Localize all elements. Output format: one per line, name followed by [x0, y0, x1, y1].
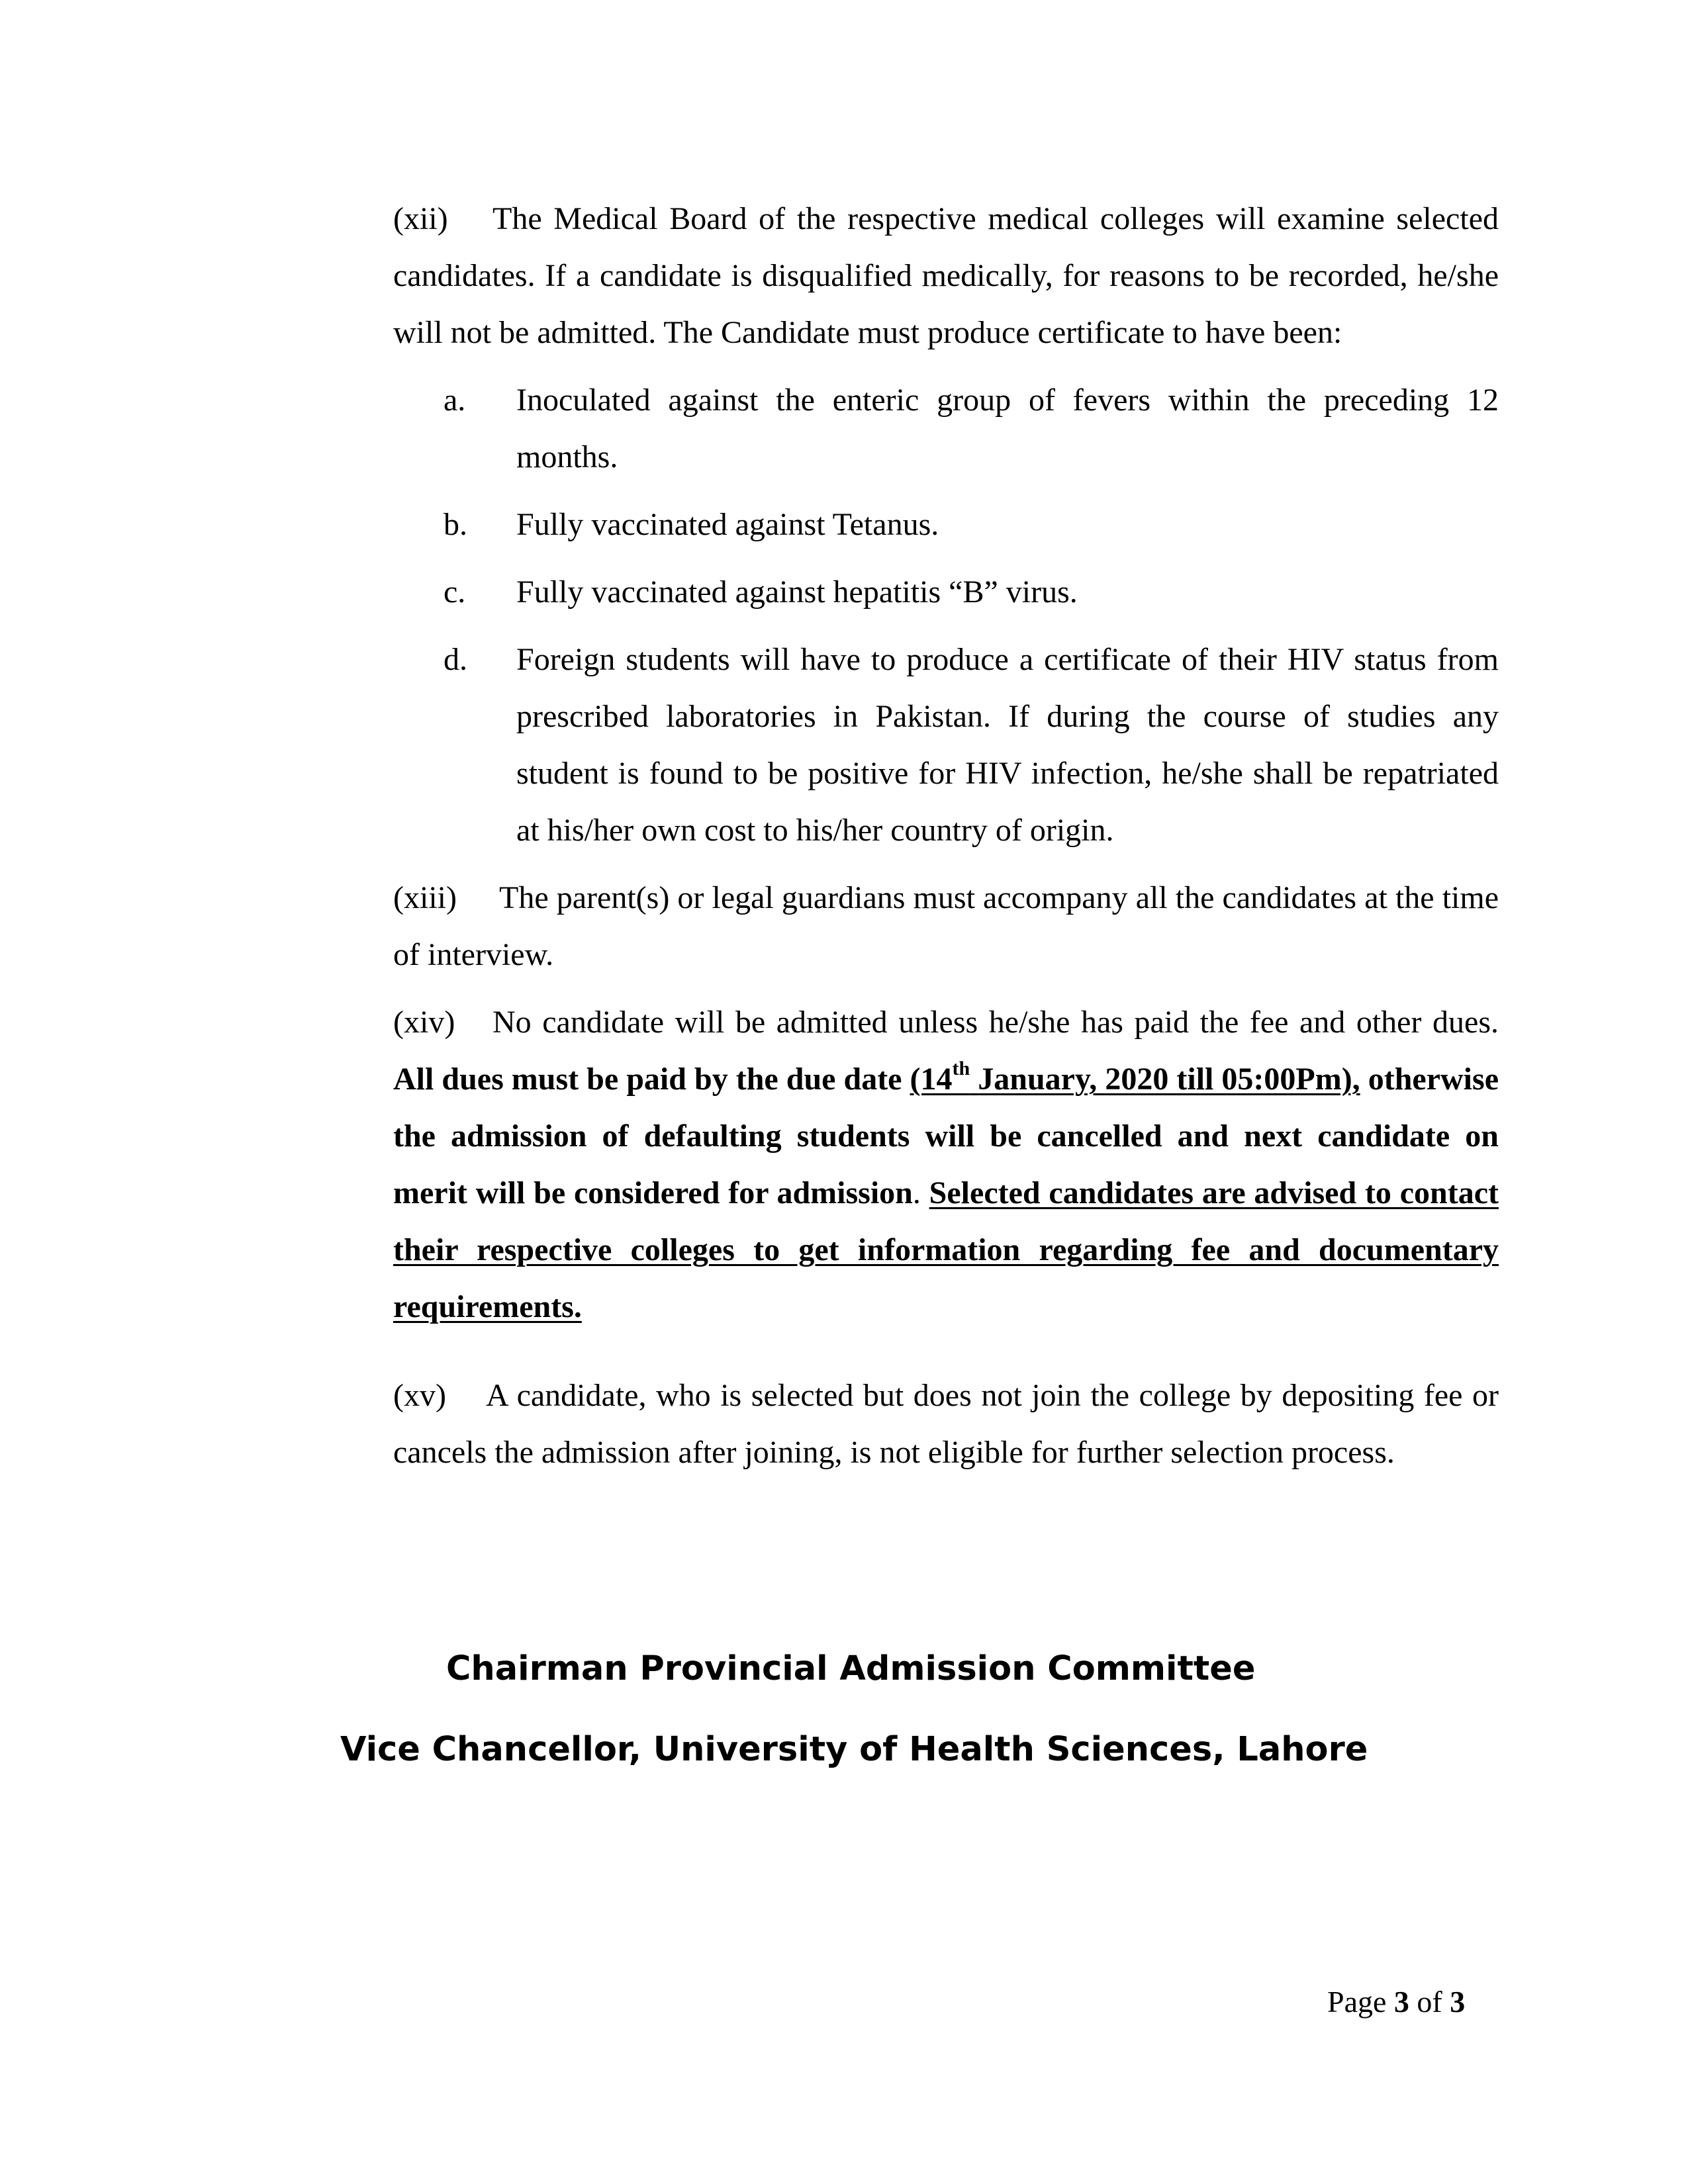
clause-text: The Medical Board of the respective medical colleges will examine selected candidates. If a candidate is disqualified medically, for reasons to be recorded, he/she will not be admitted. The Candidate must produce certificate to have been: — [393, 201, 1499, 350]
subitem-b — [393, 496, 1499, 553]
subitem-label: b. — [444, 507, 467, 542]
subitem-label: a. — [444, 383, 466, 418]
due-date-notice: All dues must be paid by the due date (14th January, 2020 till 05:00Pm), otherwise the admission of defaulting students will be cancelled and next candidate on merit will be considered for admission — [393, 1058, 1499, 1210]
clause-xv — [393, 1367, 1499, 1481]
clause-label: (xiii) — [393, 880, 457, 915]
subitem-text: Inoculated against the enteric group of fevers within the preceding 12 months. — [516, 383, 1499, 475]
subitem-label: d. — [444, 642, 467, 677]
subitem-c — [393, 564, 1499, 621]
subitem-text: Fully vaccinated against hepatitis “B” virus. — [516, 574, 1078, 610]
clause-text: No candidate will be admitted unless he/she has paid the fee and other dues. — [492, 1005, 1499, 1040]
subitem-text: Foreign students will have to produce a certificate of their HIV status from prescribed laboratories in Pakistan. If during the course of studies any student is found to be positive for HIV infection, he/she shall be repatriated at his/her own cost to his/her country of origin. — [516, 642, 1499, 848]
clause-label: (xiv) — [393, 1005, 455, 1040]
clause-text: A candidate, who is selected but does not join the college by depositing fee or cancels the admission after joining, is not eligible for further selection process. — [393, 1378, 1499, 1470]
subitem-label: c. — [444, 574, 466, 610]
current-page: 3 — [1393, 1985, 1409, 2019]
clause-xiii — [393, 870, 1499, 983]
clause-label: (xv) — [393, 1378, 446, 1413]
clause-label: (xii) — [393, 201, 448, 236]
page-number: Page 3 of 3 — [1327, 1985, 1466, 2019]
clause-xii — [393, 191, 1499, 361]
signatory-title: Chairman Provincial Admission Committee — [446, 1649, 1256, 1688]
advisory-notice: Selected candidates are advised to contact their respective colleges to get information regarding fee and documentary requirements. — [393, 1175, 1499, 1324]
total-pages: 3 — [1450, 1985, 1466, 2019]
clause-xiv: (xiv) No candidate will be admitted unless he/she has paid the fee and other dues. All dues must be paid by the due date (14th January, 2020 till 05:00Pm), otherwise the admission of defaulting students will be cancelled and next candidate on merit will be considered for admission. Selected candidates are advised to contact their respective colleges to get information regarding fee and documentary requirements. — [393, 994, 1499, 1336]
subitem-a — [393, 372, 1499, 486]
subitem-text: Fully vaccinated against Tetanus. — [516, 507, 939, 542]
document-body — [393, 191, 1499, 1481]
subitem-d — [393, 631, 1499, 859]
clause-text: The parent(s) or legal guardians must accompany all the candidates at the time of interview. — [393, 880, 1499, 972]
signatory-name: Vice Chancellor, University of Health Sciences, Lahore — [340, 1730, 1368, 1769]
due-date: (14th January, 2020 till 05:00Pm), — [910, 1058, 1360, 1097]
